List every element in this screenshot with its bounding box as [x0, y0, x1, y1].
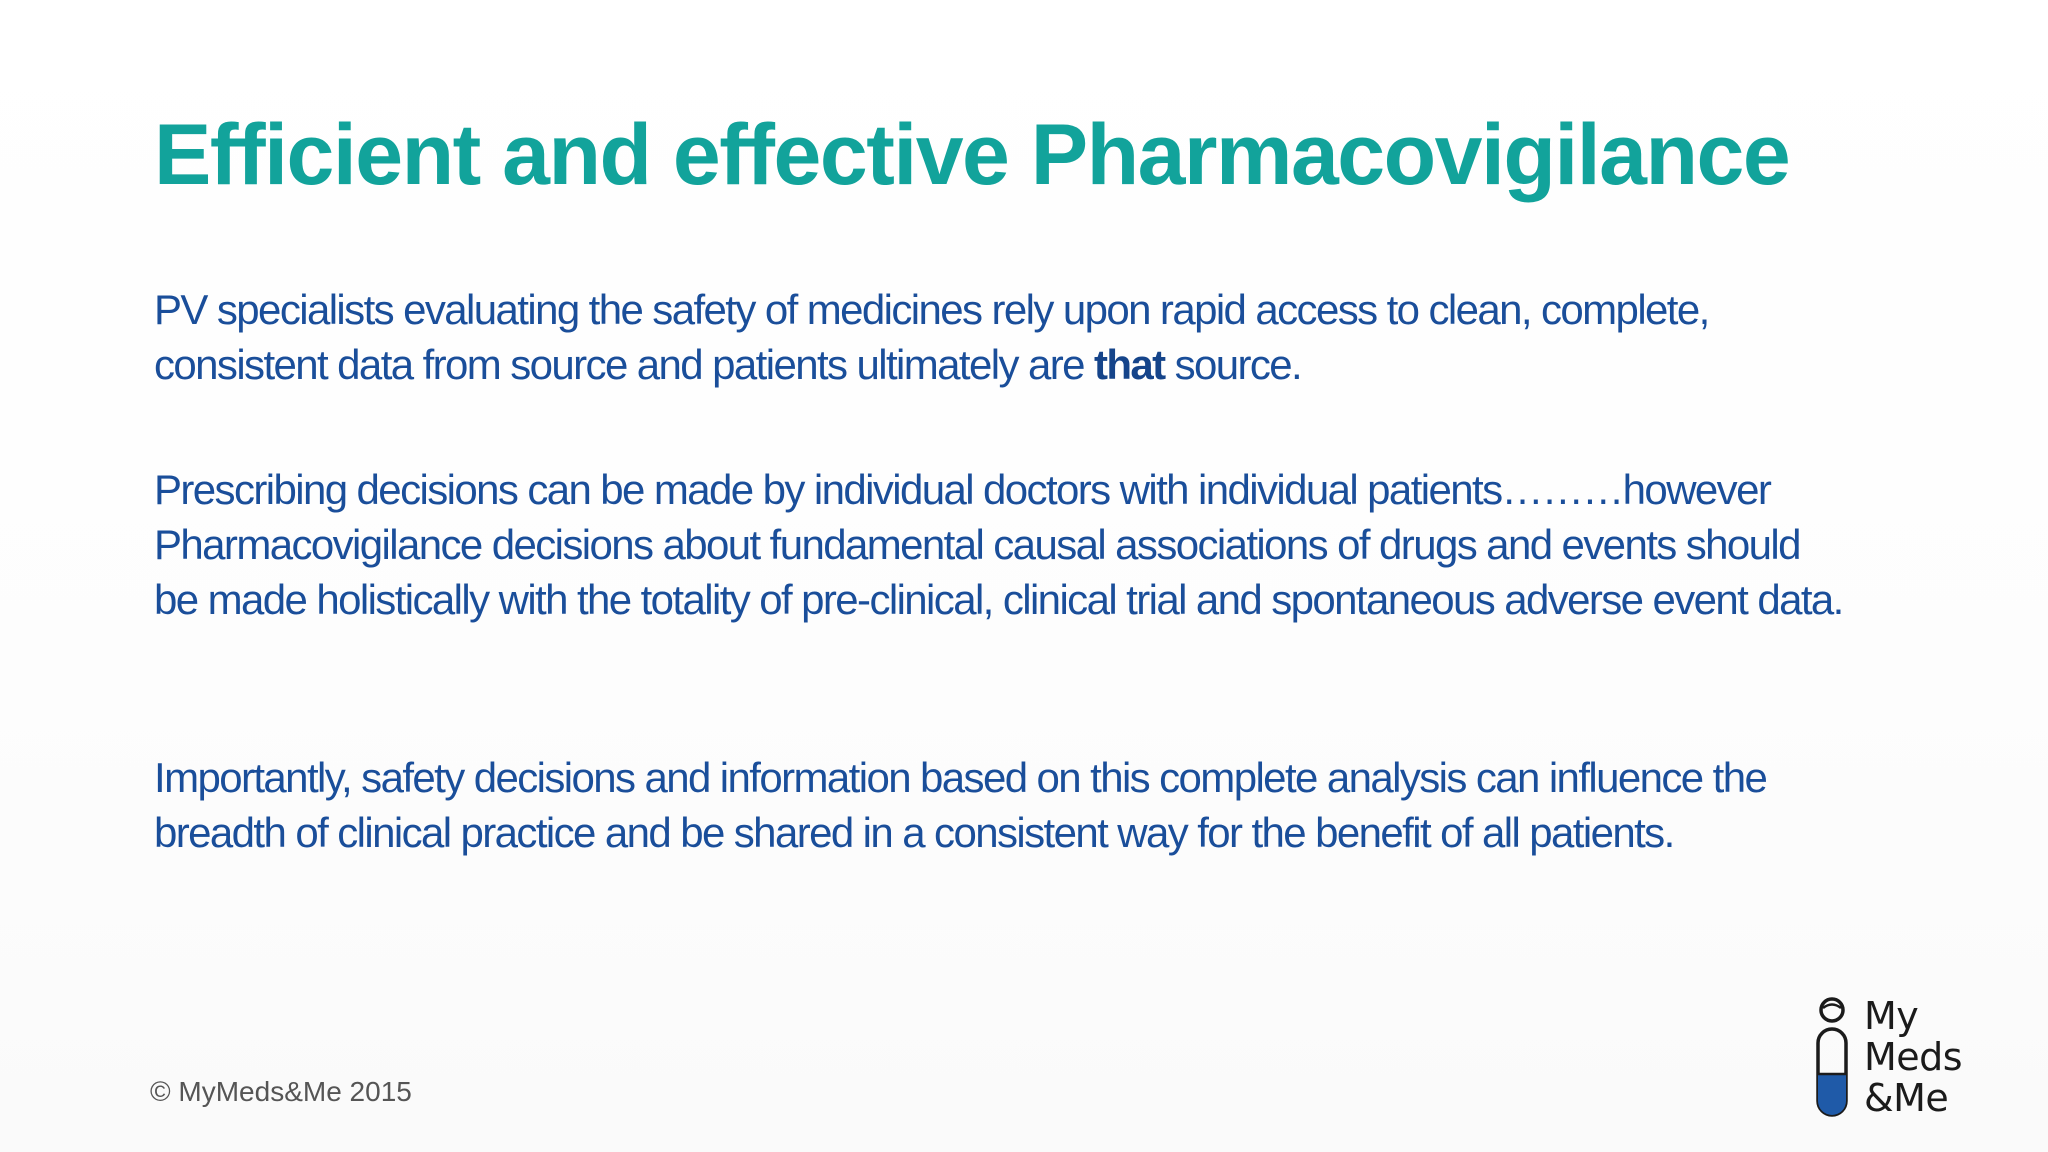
mymedsme-logo	[1808, 996, 1998, 1126]
paragraph-safety-decisions: Importantly, safety decisions and information based on this complete analysis can influence the breadth of clinical practice and be shared in a consistent way for the benefit of all patients.	[154, 754, 1767, 856]
logo-line-me: &Me	[1864, 1076, 1949, 1120]
logo-wordmark	[1864, 996, 1962, 1119]
paragraph-1-ending: source.	[1164, 341, 1302, 388]
logo-line-meds: Meds	[1864, 1035, 1963, 1079]
paragraph-1-text: PV specialists evaluating the safety of medicines rely upon rapid access to clean, complete, consistent data from source and patients ultimately are	[154, 286, 1709, 388]
copyright-notice: © MyMeds&Me 2015	[150, 1076, 412, 1107]
slide-title: Efficient and effective Pharmacovigilance	[154, 107, 1790, 203]
logo-line-my: My	[1864, 994, 1919, 1038]
paragraph-1-emphasis: that	[1093, 341, 1165, 388]
pill-person-icon	[1808, 996, 1858, 1126]
paragraph-prescribing-decisions: Prescribing decisions can be made by individual doctors with individual patients………however Pharmacovigilance decisions about fundamental causal associations of drugs and events should be made holistically with the totality of pre-clinical, clinical trial and spontaneous adverse event data.	[154, 466, 1843, 623]
paragraph-data-access	[154, 282, 1844, 392]
